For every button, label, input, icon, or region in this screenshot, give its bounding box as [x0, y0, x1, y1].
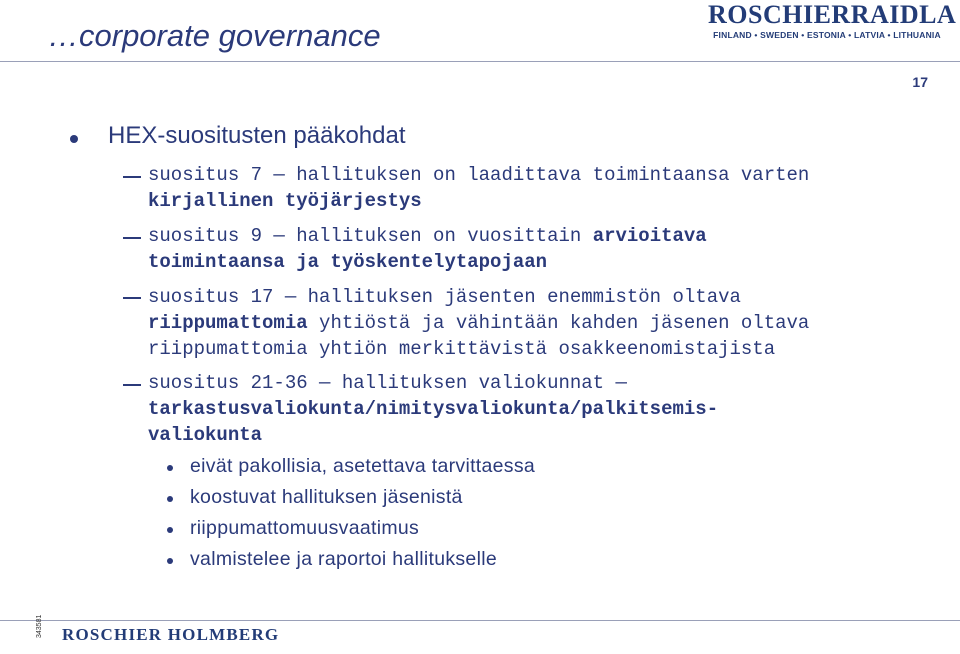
dash-icon	[123, 297, 141, 299]
list-item-suositus-7	[148, 162, 908, 214]
item-line: suositus 17 — hallituksen jäsenten enemmistön oltava	[148, 286, 741, 308]
item-line: suositus 21-36 — hallituksen valiokunnat —	[148, 372, 627, 394]
item-line-bold: toimintaansa ja työskentelytapojaan	[148, 251, 548, 273]
sub-bullet-icon	[167, 558, 173, 564]
sub-list-item: riippumattomuusvaatimus	[190, 517, 420, 539]
list-item-suositus-21-36	[148, 370, 908, 448]
header-divider	[0, 61, 960, 62]
dash-icon	[123, 176, 141, 178]
item-text-bold: arvioitava	[592, 225, 707, 247]
list-item-suositus-17	[148, 284, 908, 362]
item-line-bold: valiokunta	[148, 424, 263, 446]
slide-title: …corporate governance	[48, 18, 381, 53]
item-text: suositus 9 — hallituksen on vuosittain	[148, 225, 593, 247]
logo-countries: FINLAND • SWEDEN • ESTONIA • LATVIA • LITHUANIA	[713, 30, 941, 40]
sub-bullet-icon	[167, 527, 173, 533]
dash-icon	[123, 237, 141, 239]
item-line	[148, 310, 908, 336]
sub-list-item: eivät pakollisia, asetettava tarvittaessa	[190, 455, 536, 477]
item-line-bold: kirjallinen työjärjestys	[148, 190, 422, 212]
sub-bullet-icon	[167, 496, 173, 502]
document-id: 343581	[36, 614, 43, 638]
roschier-holmberg-logo: ROSCHIER HOLMBERG	[62, 625, 280, 644]
list-item-suositus-9	[148, 223, 908, 275]
roschier-raidla-logo	[708, 0, 957, 40]
bullet-icon	[70, 135, 78, 143]
section-heading: HEX-suositusten pääkohdat	[108, 122, 406, 149]
sub-bullet-icon	[167, 465, 173, 471]
sub-list-item: valmistelee ja raportoi hallitukselle	[190, 548, 497, 570]
dash-icon	[123, 384, 141, 386]
item-text-bold: riippumattomia	[148, 312, 308, 334]
item-line: suositus 7 — hallituksen on laadittava toimintaansa varten	[148, 164, 810, 186]
item-line: riippumattomia yhtiön merkittävistä osakkeenomistajista	[148, 338, 776, 360]
page-number: 17	[912, 74, 928, 90]
item-line-bold: tarkastusvaliokunta/nimitysvaliokunta/palkitsemis-	[148, 398, 719, 420]
logo-brand-name: ROSCHIERRAIDLA	[708, 0, 957, 29]
sub-list-item: koostuvat hallituksen jäsenistä	[190, 486, 463, 508]
item-line	[148, 223, 908, 249]
footer-divider	[0, 620, 960, 621]
item-text: yhtiöstä ja vähintään kahden jäsenen oltava	[307, 312, 810, 334]
